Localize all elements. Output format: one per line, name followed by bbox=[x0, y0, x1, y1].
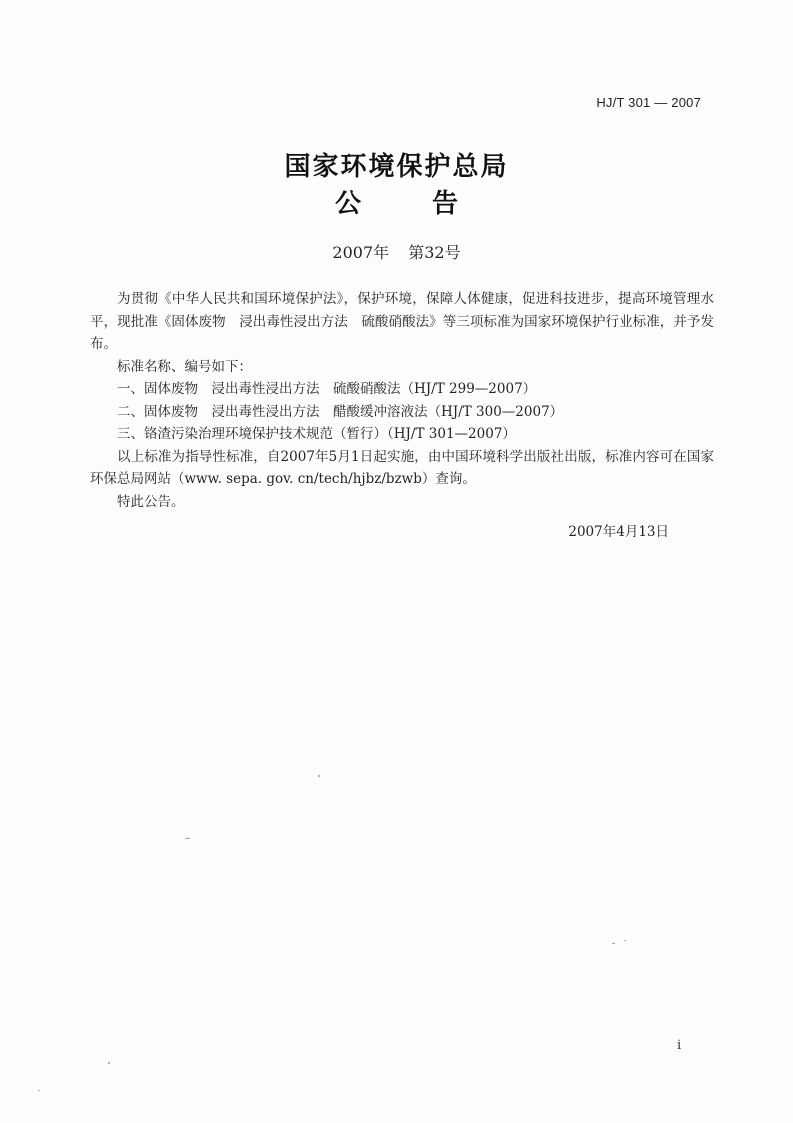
document-type-title: 公 告 bbox=[334, 189, 459, 219]
paragraph-intro: 为贯彻《中华人民共和国环境保护法》，保护环境，保障人体健康，促进科技进步，提高环境管理水平，现批准《固体废物 浸出毒性浸出方法 硫酸硝酸法》等三项标准为国家环境保护行业标准，并予发布。 bbox=[90, 291, 714, 352]
scan-speck bbox=[185, 838, 190, 839]
paragraph-list-heading: 标准名称、编号如下： bbox=[117, 358, 252, 375]
announcement-date: 2007年4月13日 bbox=[568, 524, 669, 540]
standard-item-1: 一、固体废物 浸出毒性浸出方法 硫酸硝酸法（HJ/T 299—2007） bbox=[117, 381, 537, 397]
page-number: i bbox=[677, 1038, 682, 1053]
issue-number: 2007年 第32号 bbox=[332, 243, 461, 262]
organization-title: 国家环境保护总局 bbox=[284, 152, 509, 182]
standard-item-3: 三、铬渣污染治理环境保护技术规范（暂行）（HJ/T 301—2007） bbox=[117, 426, 516, 442]
paragraph-implementation: 以上标准为指导性标准，自2007年5月1日起实施，由中国环境科学出版社出版，标准内容可在国家环保总局网站（www. sepa. gov. cn/tech/hjbz/bzwb）查询。 bbox=[90, 448, 714, 487]
scan-speck bbox=[38, 1090, 40, 1091]
announcement-body bbox=[90, 288, 714, 513]
scan-speck bbox=[612, 943, 615, 944]
standard-item-2: 二、固体废物 浸出毒性浸出方法 醋酸缓冲溶液法（HJ/T 300—2007） bbox=[117, 403, 564, 420]
scan-speck bbox=[318, 775, 320, 777]
scan-speck bbox=[624, 940, 626, 941]
standard-code: HJ/T 301 — 2007 bbox=[596, 95, 701, 110]
paragraph-closing: 特此公告。 bbox=[117, 493, 185, 510]
scan-speck bbox=[108, 1062, 110, 1064]
